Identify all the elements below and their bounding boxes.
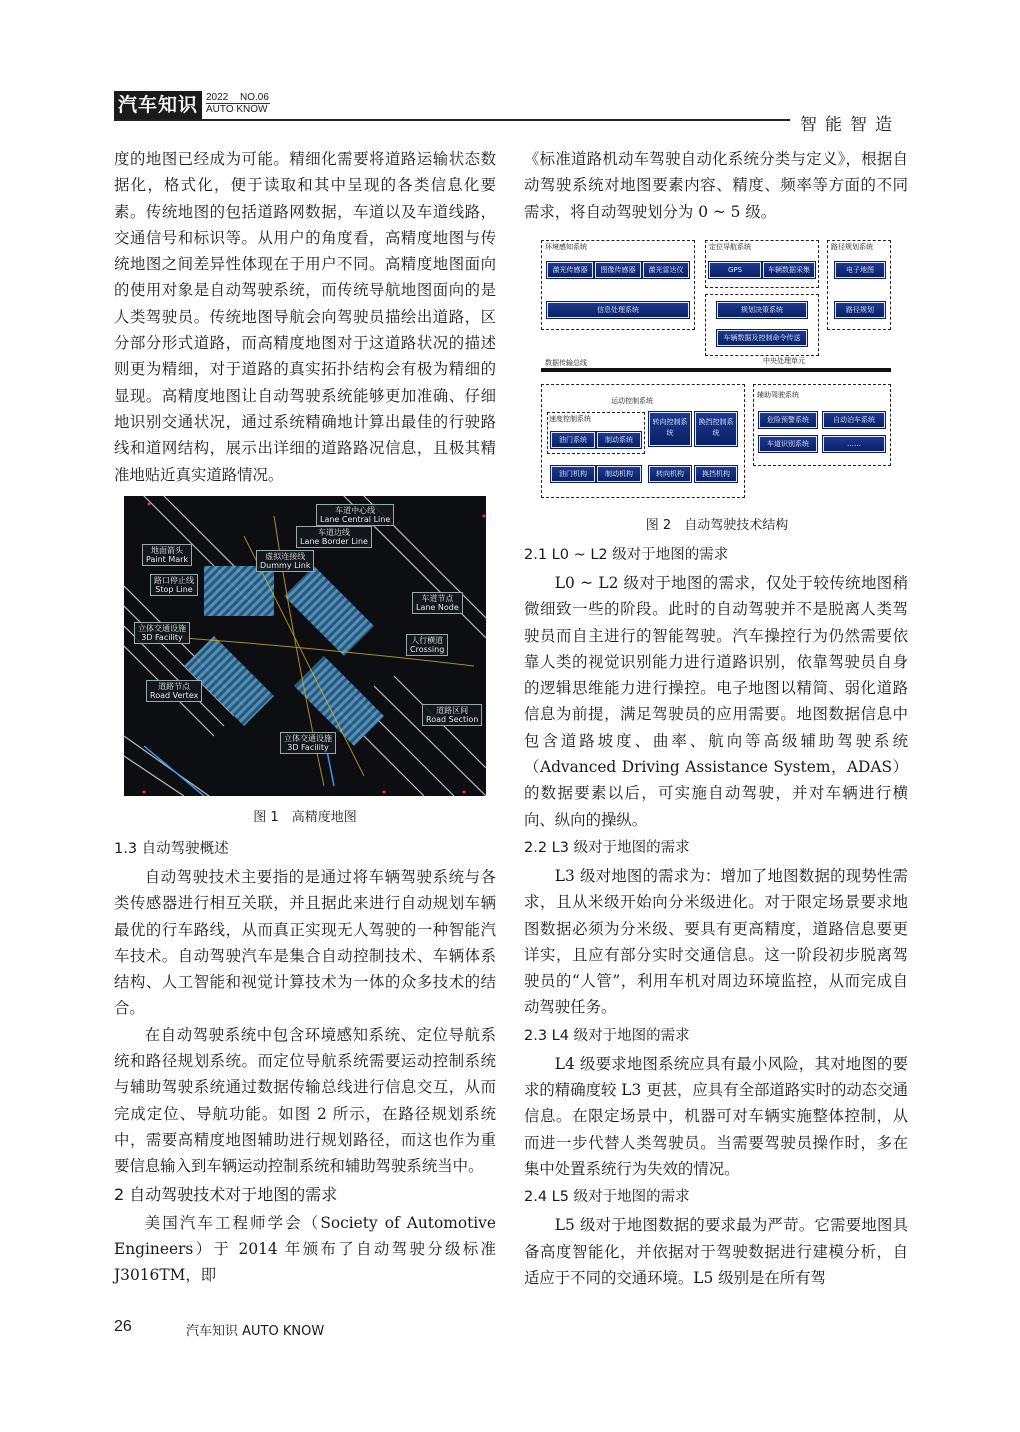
section-tag: 智能智造 xyxy=(800,115,900,135)
right-paragraph-3: L3 级对地图的需求为：增加了地图数据的现势性需求，且从米级开始向分米级进化。对于限定场景要求地图数据必须为分米级、要具有更高精度，道路信息要更详实，且应有部分实时交通信息。这一阶段初步脱离驾驶员的“人管”，利用车机对周边环境监控，从而完成自动驾驶任务。 xyxy=(524,866,908,1017)
label-road-section: 道路区间 Road Section xyxy=(422,704,482,726)
heading-2-1: 2.1 L0 ~ L2 级对于地图的需求 xyxy=(524,547,729,563)
warning-system-box: 危险预警系统 xyxy=(759,412,817,428)
path-group-label: 路径规划系统 xyxy=(831,243,873,251)
label-road-vertex: 道路节点 Road Vertex xyxy=(146,680,202,702)
planning-box: 规划决策系统 xyxy=(717,302,807,318)
nav-group-label: 定位导航系统 xyxy=(709,243,751,251)
left-paragraph-4: 美国汽车工程师学会（Society of Automotive Engineers）于 2014 年颁布了自动驾驶分级标准 J3016TM，即 xyxy=(114,1213,496,1285)
info-fusion-box: 信息处理系统 xyxy=(547,302,689,318)
footer-magazine-name: 汽车知识 AUTO KNOW xyxy=(186,1324,325,1339)
masthead-logo: 汽车知识 xyxy=(114,91,202,119)
bus-label: 数据传输总线 xyxy=(545,359,587,367)
env-group-label: 环境感知系统 xyxy=(545,243,587,251)
issue-english-title: AUTO KNOW xyxy=(206,104,268,115)
gear-actuator-box: 换挡机构 xyxy=(695,466,737,482)
heading-2-2: 2.2 L3 级对于地图的需求 xyxy=(524,839,690,856)
vehicle-data-box: 车辆数据采集 xyxy=(763,262,815,278)
auto-park-box: 自动泊车系统 xyxy=(823,412,885,428)
left-column xyxy=(114,146,496,488)
radar-box: 激光雷达仪 xyxy=(643,262,689,278)
label-stop-line: 路口停止线 Stop Line xyxy=(150,574,198,596)
label-dummy-link: 虚拟连接线 Dummy Link xyxy=(256,550,314,572)
lane-recognition-box: 车道识别系统 xyxy=(759,436,817,452)
camera-sensor-box: 图像传感器 xyxy=(595,262,641,278)
right-column-lower xyxy=(524,540,908,1291)
page-number: 26 xyxy=(114,1318,132,1335)
header-rule xyxy=(114,119,790,121)
label-paint-mark: 地面箭头 Paint Mark xyxy=(142,544,192,566)
issue-number: NO.06 xyxy=(240,92,269,103)
heading-2: 2 自动驾驶技术对于地图的需求 xyxy=(114,1184,338,1204)
heading-2-3: 2.3 L4 级对于地图的需求 xyxy=(524,1027,690,1044)
label-lane-node: 车道节点 Lane Node xyxy=(412,592,463,614)
right-paragraph-1: 《标准道路机动车驾驶自动化系统分类与定义》，根据自动驾驶系统对地图要素内容、精度、频率等方面的不同需求，将自动驾驶划分为 0 ~ 5 级。 xyxy=(524,150,908,221)
label-3d-facility: 立体交通设施 3D Facility xyxy=(134,622,190,644)
label-crossing: 人行横道 Crossing xyxy=(406,634,448,656)
heading-2-4: 2.4 L5 级对于地图的需求 xyxy=(524,1189,690,1206)
label-lane-border-line: 车道边线 Lane Border Line xyxy=(296,526,372,548)
lidar-sensor-box: 激光传感器 xyxy=(547,262,593,278)
left-column-lower xyxy=(114,834,496,1288)
right-paragraph-4: L4 级要求地图系统应具有最小风险，其对地图的要求的精确度较 L3 更甚，应具有全部道路实时的动态交通信息。在限定场景中，机器可对车辆实施整体控制，从而进一步代替人类驾驶员。当需要驾驶员操作时，多在集中处置系统行为失效的情况。 xyxy=(524,1054,908,1178)
steer-actuator-box: 转向机构 xyxy=(649,466,691,482)
label-lane-center-line: 车道中心线 Lane Central Line xyxy=(316,504,394,526)
figure-2-caption: 图 2 自动驾驶技术结构 xyxy=(645,518,789,533)
throttle-actuator-box: 油门机构 xyxy=(551,466,595,482)
speed-group-label: 速度控制系统 xyxy=(549,415,591,423)
figure-2-architecture xyxy=(541,236,893,498)
assist-group-label: 辅助驾驶系统 xyxy=(757,391,799,399)
left-paragraph-3: 在自动驾驶系统中包含环境感知系统、定位导航系统和路径规划系统。而定位导航系统需要运动控制系统与辅助驾驶系统通过数据传输总线进行信息交互，从而完成定位、导航功能。如图 2 所示，在路径规划系统中，需要高精度地图辅助进行规划路径，而这也作为重要信息输入到车辆运动控制系统和辅助驾驶系统当中。 xyxy=(114,1025,496,1176)
more-systems-box: …… xyxy=(823,436,885,452)
figure-1-hd-map xyxy=(124,496,486,796)
right-column xyxy=(524,146,908,225)
right-paragraph-2: L0 ~ L2 级对于地图的需求，仅处于较传统地图稍微细致一些的阶段。此时的自动驾驶并不是脱离人类驾驶员而自主进行的智能驾驶。汽车操控行为仍然需要依靠人类的视觉识别能力进行道路识别，依靠驾驶员自身的逻辑思维能力进行操控。电子地图以精简、弱化道路信息为前提，满足驾驶员的应用需要。地图数据信息中包含道路坡度、曲率、航向等高级辅助驾驶系统（Advanced Driving Assistance System，ADAS）的数据要素以后，可实施自动驾驶，并对车辆进行横向、纵向的操纵。 xyxy=(524,574,908,829)
gear-control-box: 换挡控制系统 xyxy=(695,412,737,446)
vehicle-control-box: 车辆数据及控制命令传送 xyxy=(717,330,807,346)
brake-system-box: 制动系统 xyxy=(597,432,641,448)
path-plan-box: 路径规划 xyxy=(835,302,885,318)
brake-actuator-box: 制动机构 xyxy=(597,466,641,482)
gps-box: GPS xyxy=(709,262,761,278)
issue-year: 2022 xyxy=(206,92,229,103)
figure-1-caption: 图 1 高精度地图 xyxy=(253,810,357,825)
right-paragraph-5: L5 级对于地图数据的要求最为严苛。它需要地图具备高度智能化，并依据对于驾驶数据进行建模分析，自适应于不同的交通环境。L5 级别是在所有驾 xyxy=(524,1216,908,1287)
cpu-label: 中央处理单元 xyxy=(763,357,805,365)
throttle-system-box: 油门系统 xyxy=(551,432,595,448)
motion-group-label: 运动控制系统 xyxy=(611,397,653,405)
heading-1-3: 1.3 自动驾驶概述 xyxy=(114,841,229,857)
left-paragraph-2: 自动驾驶技术主要指的是通过将车辆驾驶系统与各类传感器进行相互关联，并且据此来进行自动规划车辆最优的行车路线，从而真正实现无人驾驶的一种智能汽车技术。自动驾驶汽车是集合自动控制技术、车辆体系结构、人工智能和视觉计算技术为一体的众多技术的结合。 xyxy=(114,868,496,1018)
emap-box: 电子地图 xyxy=(835,262,885,278)
label-3d-facility-2: 立体交通设施 3D Facility xyxy=(280,732,336,754)
data-bus xyxy=(541,368,891,372)
left-paragraph-1: 度的地图已经成为可能。精细化需要将道路运输状态数据化，格式化，便于读取和其中呈现的各类信息化要素。传统地图的包括道路网数据，车道以及车道线路，交通信号和标识等。从用户的角度看，高精度地图与传统地图之间差异性体现在于用户不同。高精度地图面向的使用对象是自动驾驶系统，而传统导航地图面向的是人类驾驶员。传统地图导航会向驾驶员描绘出道路，区分部分形式道路，而高精度地图对于这道路状况的描述则更为精细，对于道路的真实拓扑结构会有极为精细的显现。高精度地图让自动驾驶系统能够更加准确、仔细地识别交通状况，通过系统精确地计算出最佳的行驶路线和道网结构，展示出详细的道路路况信息，且极其精准地贴近真实道路情况。 xyxy=(114,150,496,484)
steer-control-box: 转向控制系统 xyxy=(649,412,691,446)
